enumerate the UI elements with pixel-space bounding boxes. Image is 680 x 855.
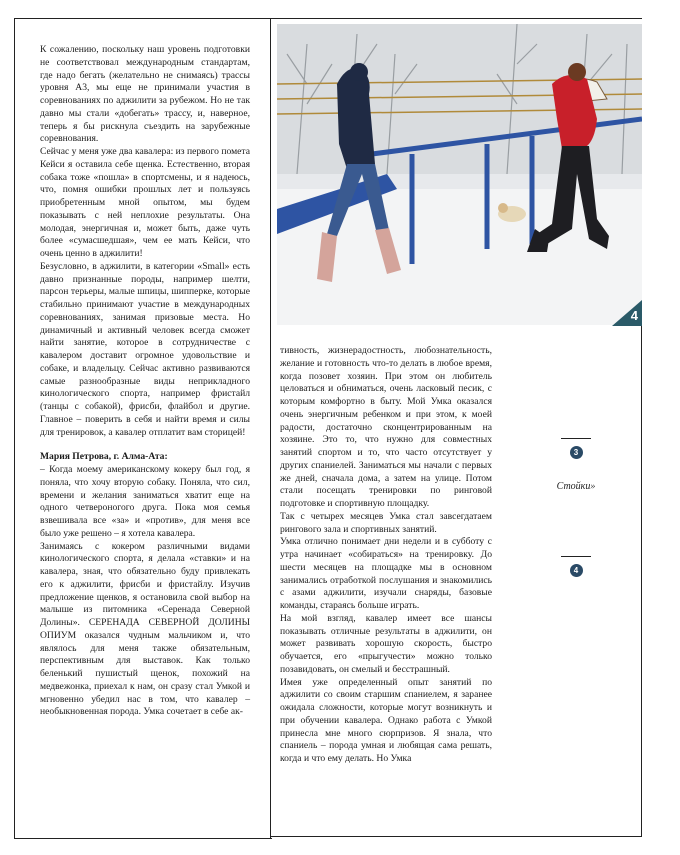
paragraph: – Когда моему американскому кокеру был год, я поняла, что хочу вторую собаку. Поняла, что сил, времени и желания заниматься хватит еще на одного четвероногого друга. Пока моя семья взвешивала все «за» и «против», для меня все было уже решено – я хотела кавалера. — [40, 464, 250, 539]
paragraph: Занимаясь с кокером различными видами кинологического спорта, я делала «ставки» и на кавалера, зная, что обязательно буду привлекать его к аджилити, фрисби и фристайлу. Изучив предложение щенков, я остановила свой выбор на малыше из питомника «Серенада Северной Долины». СЕРЕНАДА СЕВЕРНОЙ ДОЛИНЫ ОПИУМ оказался чудным мальчиком и, что являлось для меня также обязательным, перспективным для выставок. Как только беленький пушистый щенок, похожий на медвежонка, приехал к нам, он сразу стал Умкой и мгновенно убедил нас в том, что кавалер – необыкновенная порода. Умка сочетает в себе ак- — [40, 540, 250, 718]
paragraph: Сейчас у меня уже два кавалера: из первого помета Кейси я оставила себе щенка. Естественно, вторая собака тоже «пошла» в спортсмены, и я надеюсь, что, помня ошибки прошлых лет и пользуясь приобретенным мной опытом, мы будем показывать с ней неплохие результаты. Она молодая, энергичная и, может быть, даже чуть более «сумасшедшая», чем ее мать Кейси, что очень ценно в аджилити! — [40, 146, 250, 259]
right-rule — [641, 325, 642, 837]
left-text-column — [40, 44, 250, 719]
caption-number: 4 — [570, 564, 583, 577]
paragraph: Умка отлично понимает дни недели и в субботу с утра начинает «собираться» на тренировку. До шести месяцев на площадке мы в основном занимались отработкой послушания и знакомились с азами аджилити, изучали снаряды, базовые команды, стараясь больше играть. — [280, 536, 492, 611]
paragraph: Безусловно, в аджилити, в категории «Small» есть давно признанные породы, например шелти, парсон терьеры, малые шпицы, шипперке, которые стабильно принимают участие в международных соревнованиях, занимая призовые места. Но динамичный и активный человек всегда сможет найти занятие, которое в сотрудничестве с кавалером доставит огромное удовольствие и собаке, и владельцу. Сейчас активно развиваются самые разнообразные виды неприкладного кинологического спорта, например фристайл (танцы с собакой), фрисби, флайбол и другие. Главное – поверить в себя и найти время и силы для тренировок, а кавалер отплатит вам сторицей! — [40, 260, 250, 438]
sidebar-caption-3 — [548, 438, 604, 492]
paragraph: На мой взгляд, кавалер имеет все шансы показывать отличные результаты в аджилити, он может развивать хорошую скорость, быстро обучается, его «прыгучести» можно только позавидовать, он смелый и бесстрашный. — [280, 612, 492, 675]
sidebar-caption-4 — [548, 556, 604, 577]
top-right-rule — [270, 18, 642, 19]
column-divider — [270, 18, 271, 838]
paragraph: Имея уже определенный опыт занятий по аджилити со своим старшим спаниелем, я заранее ожидала сложности, которые могут возникнуть и при обучении кавалера. Однако работа с Умкой принесла мне много сюрпризов. Я знала, что спаниель – порода умная и любящая сама решать, когда и что ему делать. Но Умка — [280, 676, 492, 764]
middle-text-column — [280, 345, 492, 766]
bottom-rule — [270, 836, 642, 837]
paragraph: Так с четырех месяцев Умка стал завсегдатаем рингового зала и спортивных занятий. — [280, 510, 492, 535]
page-badge — [612, 300, 642, 326]
paragraph: тивность, жизнерадостность, любознательность, желание и готовность что-то делать в любое время, когда позовет хозяин. При этом он любитель целоваться и обниматься, очень ласковый песик, с которым комфортно в быту. Мой Умка оказался очень энергичным ребенком и при этом, к моей радости, достаточно сконцентрированным на хозяине. Это то, что нужно для совместных занятий спортом и то, что часто отсутствует у других спаниелей. Заниматься мы начали с первых же дней, сначала дома, а затем на улице. Потом стали посещать тренировки по ринговой подготовке и спортивную площадку. — [280, 345, 492, 509]
paragraph: К сожалению, поскольку наш уровень подготовки не соответствовал международным стандартам, где надо бегать (желательно не снимаясь) трассы уровня А3, мы еще не принимали участия в соревнованиях по аджилити за рубежом. Но не так давно мы стали «добегать» трассу, и, наверное, теперь я бы рискнула съездить на зарубежные соревнования. — [40, 44, 250, 145]
author-heading: Мария Петрова, г. Алма-Ата: — [40, 451, 168, 463]
caption-text: Стойки» — [556, 481, 596, 492]
sidebar-rule — [561, 556, 591, 557]
sidebar-rule — [561, 438, 591, 439]
badge-number: 4 — [630, 308, 638, 323]
caption-number: 3 — [570, 446, 583, 459]
agility-photo — [277, 24, 642, 325]
